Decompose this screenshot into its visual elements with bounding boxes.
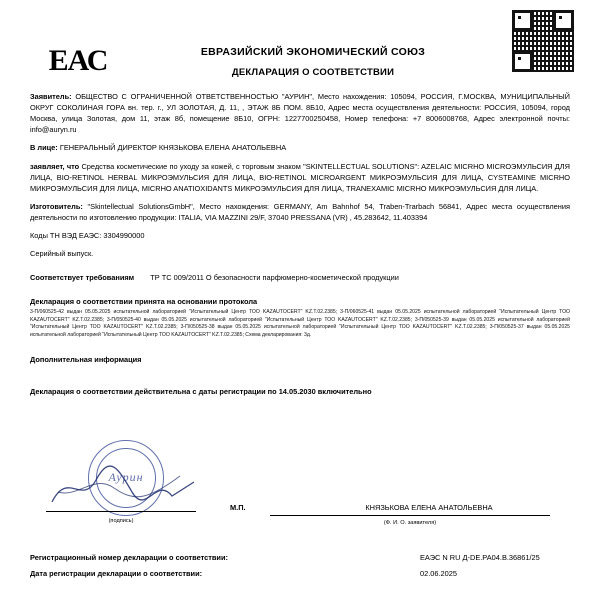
stamp-place-label: М.П. [230,503,246,512]
person-text: ГЕНЕРАЛЬНЫЙ ДИРЕКТОР КНЯЗЬКОВА ЕЛЕНА АНАТОЛЬЕВНА [59,143,287,153]
signer-line [270,515,550,516]
page-subtitle: ДЕКЛАРАЦИЯ О СООТВЕТСТВИИ [231,67,395,78]
registration-date-row [30,569,570,578]
signature-caption: (подпись) [108,518,134,524]
serial-line: Серийный выпуск. [30,249,94,259]
manufacturer-text: "Skintellectual SolutionsGmbH", Место нахождения: GERMANY, Am Bahnhof 54, Traben-Trarbach 56841, Адрес места осуществления деятельности по изготовлению продукции: ITALIA, VIA MAZZINI 29/F, 37040 PRESSANA (VR) , 45.283642, 11.403394 [30,201,571,222]
handwritten-signature [48,462,198,508]
qr-finder-top-right [553,10,574,31]
eac-conformity-mark [30,32,126,78]
codes-line: Коды ТН ВЭД ЕАЭС: 3304990000 [30,231,145,241]
signer-caption: (Ф. И. О. заявителя) [383,520,437,526]
page-title: ЕВРАЗИЙСКИЙ ЭКОНОМИЧЕСКИЙ СОЮЗ [200,46,426,58]
registration-footer [30,546,570,578]
conformity-text: ТР ТС 009/2011 О безопасности парфюмерно-косметической продукции [150,273,399,283]
declares-block [30,161,570,194]
signature-area [30,434,570,526]
applicant-text: ОБЩЕСТВО С ОГРАНИЧЕННОЙ ОТВЕТСТВЕННОСТЬЮ "АУРИН", Место нахождения: 105094, РОССИЯ, Г.МОСКВА, МУНИЦИПАЛЬНЫЙ ОКРУГ СОКОЛИНАЯ ГОРА вн. тер. г., УЛ ЗОЛОТАЯ, Д. 11, , ЭТАЖ 8Б ПОМ. 8Б10, Адрес места осуществления деятельности: РОССИЯ, 105094, город Москва, улица Золотая, дом 11, этаж 8б, помещение 8Б10, ОГРН: 1227700250458, Номер телефона: +7 8006008768, Адрес электронной почты: info@auryn.ru [30,92,570,135]
qr-code [512,10,574,72]
eac-mark-text: ЕАС [48,44,108,77]
applicant-label: Заявитель: [30,92,72,101]
registration-date-value: 02.06.2025 [420,569,457,578]
registration-date-label: Дата регистрации декларации о соответствии: [30,569,203,578]
signer-name: КНЯЗЬКОВА ЕЛЕНА АНАТОЛЬЕВНА [365,503,493,512]
signature-line [46,511,196,512]
registration-number-value: ЕАЭС N RU Д-DE.РА04.В.36861/25 [420,553,540,562]
registration-number-row [30,553,570,562]
registration-number-label: Регистрационный номер декларации о соответствии: [30,553,228,562]
person-block [30,142,570,153]
title-block [126,32,500,78]
protocol-title: Декларация о соответствии принята на основании протокола [30,297,258,307]
conformity-block [30,272,570,283]
stamp-word: Аурин [108,470,144,484]
applicant-block [30,91,570,135]
declares-text: Средства косметические по уходу за кожей, с торговым знаком "SKINTELLECTUAL SOLUTIONS": AZELAIC MICRHO MICROЭМУЛЬСИЯ ДЛЯ ЛИЦА, BIO-RETINOL HERBAL МИКРОЭМУЛЬСИЯ ДЛЯ ЛИЦА, BIO-RETINOL MICROARGENT МИКРОЭМУЛЬСИЯ ДЛЯ ЛИЦА, CYSTEAMINE MICRHO МИКРОЭМУЛЬСИЯ ДЛЯ ЛИЦА, MICRHO ANATIOXIDANTS МИКРОЭМУЛЬСИЯ ДЛЯ ЛИЦА, TRANEXAMIC MICRHO МИКРОЭМУЛЬСИЯ ДЛЯ ЛИЦА. [30,161,570,193]
qr-finder-top-left [512,10,533,31]
validity-text: Декларация о соответствии действительна с даты регистрации по 14.05.2030 включительно [30,386,372,396]
qr-finder-bottom-left [512,51,533,72]
manufacturer-label: Изготовитель: [30,201,83,211]
manufacturer-block [30,201,570,223]
conformity-label: Соответствует требованиям [30,273,135,283]
additional-info-label: Дополнительная информация [30,354,142,364]
protocol-text: 3-П/060525-42 выдан 05.05.2025 испытательной лабораторией "Испытательный Центр ТОО KAZAUTOCERT" KZ.Т.02.2385; 3-П/060525-41 выдан 05.05.2025 испытательной лабораторией "Испытательный Центр ТОО KAZAUTOCERT" KZ.Т.02.2385; 3-П/050525-40 выдан 05.05.2025 испытательной лабораторией "Испытательный Центр ТОО KAZAUTOCERT" KZ.Т.02.2385; 3-П/050525-39 выдан 05.05.2025 испытательной лабораторией "Испытательный Центр ТОО KAZAUTOCERT" KZ.Т.02.2385; 3-П/050525-38 выдан 05.05.2025 испытательной лабораторией "Испытательный Центр ТОО KAZAUTOCERT" KZ.Т.02.2385; 3-П/050525-37 выдан 05.05.2025 испытательной лабораторией "Испытательный Центр ТОО KAZAUTOCERT" KZ.Т.02.2385; Схема декларирования: 3д. [30,309,570,338]
declares-label: заявляет, что [30,161,80,171]
document-header [30,32,570,78]
person-label: В лице: [30,143,58,153]
